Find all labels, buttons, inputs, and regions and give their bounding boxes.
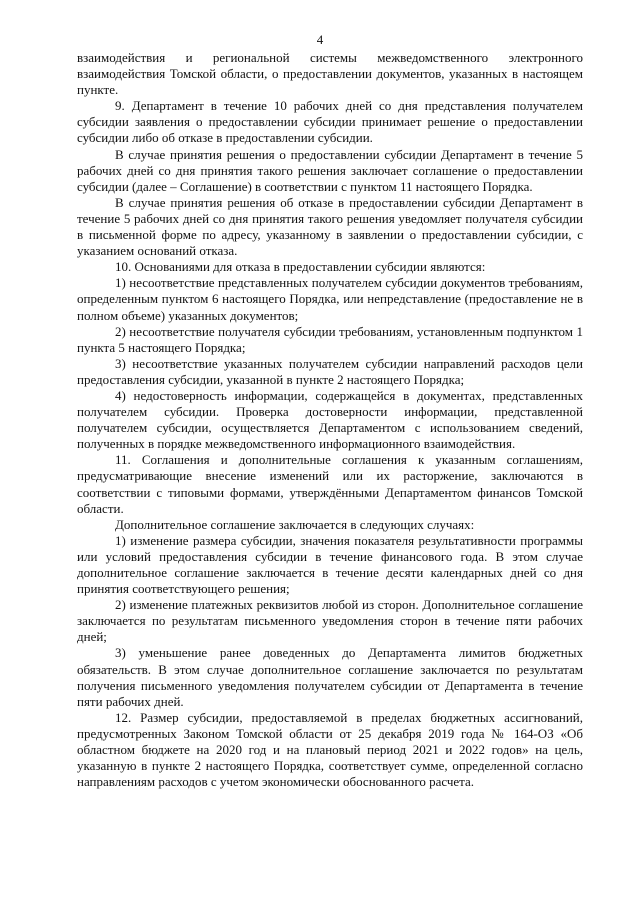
paragraph-additional-agreement: Дополнительное соглашение заключается в следующих случаях: <box>115 516 475 532</box>
paragraph-item-10-4: 4) недостоверность информации, содержащейся в документах, представленных получателем субсидии. Проверка достоверности информации, представленной получателем субсидии, осуществляется Департаментом с использованием сведений, полученных в порядке межведомственного информационного взаимодействия. <box>77 387 583 452</box>
paragraph-item-12: 12. Размер субсидии, предоставляемой в пределах бюджетных ассигнований, предусмотренных Законом Томской области от 25 декабря 2019 года № 164-ОЗ «Об областном бюджете на 2020 год и на плановый период 2021 и 2022 годов» на цель, указанную в пункте 2 настоящего Порядка, соответствует сумме, определенной согласно направлениям расходов с учетом экономически обоснованного расчета. <box>77 709 583 790</box>
paragraph-additional-2: 2) изменение платежных реквизитов любой из сторон. Дополнительное соглашение заключается по результатам письменного уведомления сторон в течение пяти рабочих дней; <box>77 597 583 645</box>
document-body <box>77 50 583 790</box>
paragraph-item-10-3: 3) несоответствие указанных получателем субсидии направлений расходов цели предоставления субсидии, указанной в пункте 2 настоящего Порядка; <box>77 355 583 387</box>
paragraph-item-10: 10. Основаниями для отказа в предоставлении субсидии являются: <box>115 259 486 275</box>
paragraph-item-10-2: 2) несоответствие получателя субсидии требованиям, установленным подпунктом 1 пункта 5 настоящего Порядка; <box>77 323 583 355</box>
paragraph-grant-approval: В случае принятия решения о предоставлении субсидии Департамент в течение 5 рабочих дней со дня принятия такого решения заключает соглашение о предоставлении субсидии (далее – Соглашение) в соответствии с пунктом 11 настоящего Порядка. <box>77 146 583 194</box>
paragraph-item-11: 11. Соглашения и дополнительные соглашения к указанным соглашениям, предусматривающие внесение изменений или их расторжение, заключаются в соответствии с типовыми формами, утверждёнными Департаментом финансов Томской области. <box>77 452 583 516</box>
paragraph-item-10-1: 1) несоответствие представленных получателем субсидии документов требованиям, определенным пунктом 6 настоящего Порядка, или непредставление (предоставление не в полном объеме) указанных документов; <box>77 275 583 323</box>
page-number: 4 <box>316 32 324 47</box>
paragraph-grant-refusal: В случае принятия решения об отказе в предоставлении субсидии Департамент в течение 5 рабочих дней со дня принятия такого решения уведомляет получателя субсидии в письменной форме по адресу, указанному в заявлении о предоставлении субсидии, с указанием оснований отказа. <box>77 194 583 259</box>
paragraph-additional-3: 3) уменьшение ранее доведенных до Департамента лимитов бюджетных обязательств. В этом случае дополнительное соглашение заключается по результатам получения письменного уведомления получателем субсидии от Департамента в течение пяти рабочих дней. <box>77 645 583 709</box>
paragraph-additional-1: 1) изменение размера субсидии, значения показателя результативности программы или условий предоставления субсидии в течение финансового года. В этом случае дополнительное соглашение заключается в течение десяти календарных дней со дня принятия соответствующего решения; <box>77 532 583 597</box>
paragraph-item-9: 9. Департамент в течение 10 рабочих дней со дня представления получателем субсидии заявления о предоставлении субсидии принимает решение о предоставлении субсидии либо об отказе в предоставлении субсидии. <box>77 98 583 146</box>
paragraph-continuation: взаимодействия и региональной системы межведомственного электронного взаимодействия Томской области, о предоставлении документов, указанных в настоящем пункте. <box>77 50 583 98</box>
